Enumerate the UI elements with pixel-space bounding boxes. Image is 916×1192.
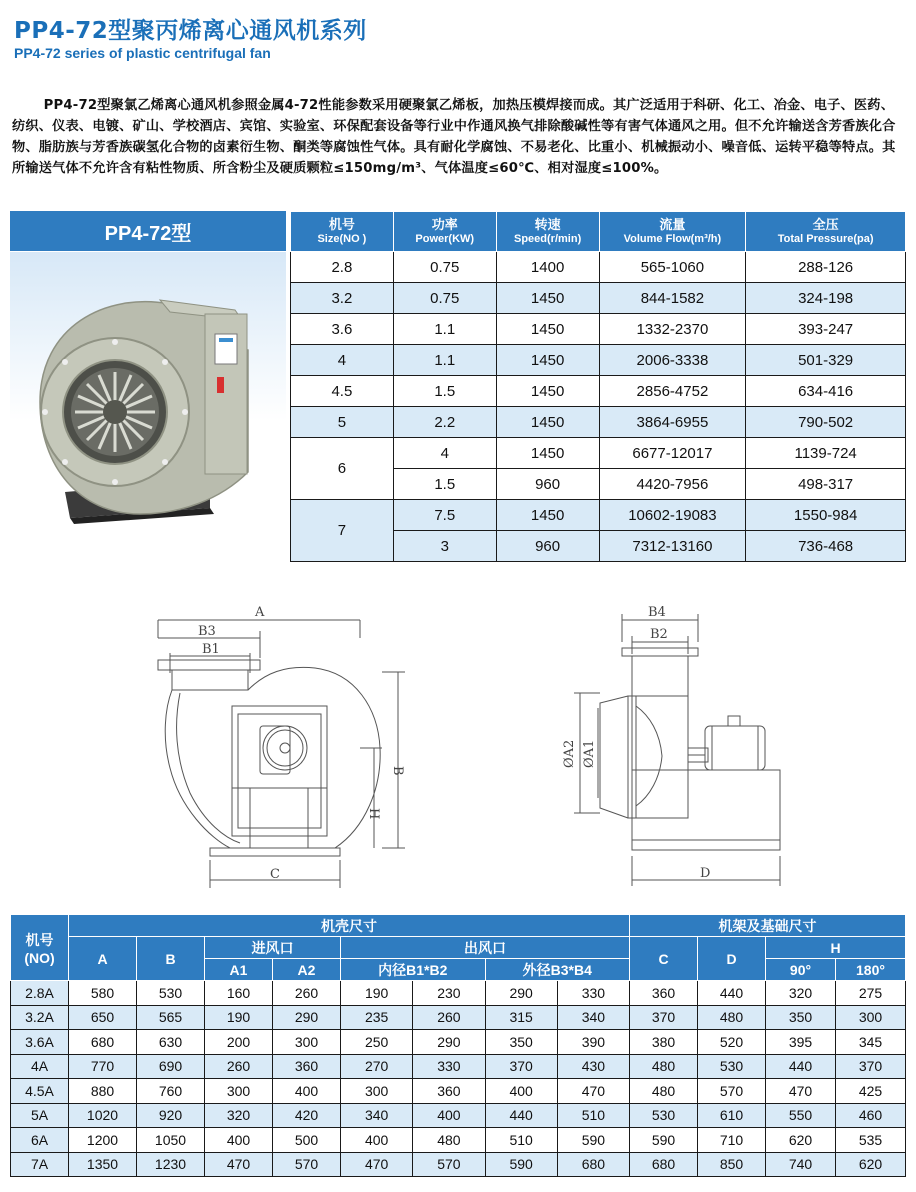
dims-cell: 345 (836, 1030, 906, 1055)
dims-cell: 510 (557, 1103, 629, 1128)
dims-row-no: 3.6A (11, 1030, 69, 1055)
dims-cell: 330 (557, 981, 629, 1006)
dims-cell: 880 (69, 1079, 137, 1104)
dims-header-outer: 外径B3*B4 (485, 959, 630, 981)
dims-cell: 400 (205, 1128, 273, 1153)
dims-cell: 160 (205, 981, 273, 1006)
dims-header-casing: 机壳尺寸 (69, 915, 630, 937)
dims-cell: 290 (273, 1005, 341, 1030)
spec-header-speed: 转速 Speed(r/min) (496, 212, 599, 252)
dims-cell: 690 (137, 1054, 205, 1079)
spec-size: 3.6 (291, 314, 394, 345)
dims-row-no: 4A (11, 1054, 69, 1079)
dim-label-c: C (270, 867, 280, 882)
dims-cell: 350 (766, 1005, 836, 1030)
spec-speed: 1450 (496, 314, 599, 345)
dims-cell: 530 (630, 1103, 698, 1128)
dims-cell: 520 (698, 1030, 766, 1055)
spec-speed: 960 (496, 469, 599, 500)
spec-table (290, 211, 906, 562)
dims-cell: 190 (205, 1005, 273, 1030)
dims-cell: 590 (630, 1128, 698, 1153)
dims-header-inlet: 进风口 (205, 937, 341, 959)
spec-flow: 2006-3338 (599, 345, 746, 376)
dims-cell: 630 (137, 1030, 205, 1055)
dims-cell: 400 (413, 1103, 485, 1128)
dims-cell: 565 (137, 1005, 205, 1030)
spec-power: 0.75 (393, 283, 496, 314)
dims-row-no: 3.2A (11, 1005, 69, 1030)
dims-cell: 235 (341, 1005, 413, 1030)
dims-cell: 395 (766, 1030, 836, 1055)
model-label: PP4-72型 (10, 211, 286, 251)
dims-cell: 300 (205, 1079, 273, 1104)
dim-label-a: A (255, 605, 265, 620)
dims-cell: 470 (557, 1079, 629, 1104)
dims-cell: 570 (413, 1152, 485, 1177)
dims-cell: 510 (485, 1128, 557, 1153)
dims-row-no: 6A (11, 1128, 69, 1153)
dims-cell: 580 (69, 981, 137, 1006)
fan-product-image (10, 252, 286, 560)
dims-cell: 1020 (69, 1103, 137, 1128)
dim-label-a1: ØA1 (582, 739, 597, 768)
spec-flow: 4420-7956 (599, 469, 746, 500)
spec-speed: 1450 (496, 407, 599, 438)
spec-power: 7.5 (393, 500, 496, 531)
dims-header-d: D (698, 937, 766, 981)
dims-cell: 570 (698, 1079, 766, 1104)
dims-cell: 360 (413, 1079, 485, 1104)
dims-cell: 460 (836, 1103, 906, 1128)
dims-cell: 550 (766, 1103, 836, 1128)
dims-row (11, 1030, 906, 1055)
dims-cell: 760 (137, 1079, 205, 1104)
spec-power: 2.2 (393, 407, 496, 438)
dims-header-row-2 (11, 937, 906, 959)
dims-cell: 370 (485, 1054, 557, 1079)
dims-cell: 440 (485, 1103, 557, 1128)
dims-cell: 480 (630, 1079, 698, 1104)
spec-header-pressure: 全压 Total Pressure(pa) (746, 212, 906, 252)
intro-paragraph: PP4-72型聚氯乙烯离心通风机参照金属4-72性能参数采用硬聚氯乙烯板，加热压模焊接而成。其广泛适用于科研、化工、冶金、电子、医药、纺织、仪表、电镀、矿山、学校酒店、宾馆、实验室、环保配套设备等行业中作通风换气排除酸碱性等有害气体通风之用。但不允许输送含芳香族化合物、脂肪族与芳香族碳氢化合物的卤素衍生物、酮类等腐蚀性气体。具有耐化学腐蚀、不易老化、比重小、机械振动小、噪音低、运转平稳等特点。其所输送气体不允许含有粘性物质、所含粉尘及硬质颗粒≤150mg/m³、气体温度≤60℃、相对湿度≤100%。 (12, 98, 896, 176)
dims-cell: 270 (341, 1054, 413, 1079)
dims-cell: 530 (137, 981, 205, 1006)
dims-cell: 400 (485, 1079, 557, 1104)
dims-cell: 480 (630, 1054, 698, 1079)
dims-cell: 300 (273, 1030, 341, 1055)
spec-speed: 1450 (496, 345, 599, 376)
spec-size: 4 (291, 345, 394, 376)
spec-header-flow: 流量 Volume Flow(m³/h) (599, 212, 746, 252)
dims-cell: 680 (557, 1152, 629, 1177)
dims-cell: 740 (766, 1152, 836, 1177)
dims-cell: 200 (205, 1030, 273, 1055)
dims-cell: 340 (341, 1103, 413, 1128)
dims-cell: 680 (630, 1152, 698, 1177)
spec-power: 1.5 (393, 469, 496, 500)
spec-power: 3 (393, 531, 496, 562)
dims-cell: 1200 (69, 1128, 137, 1153)
dims-cell: 480 (698, 1005, 766, 1030)
dims-cell: 390 (557, 1030, 629, 1055)
spec-power: 1.1 (393, 345, 496, 376)
dims-row-no: 2.8A (11, 981, 69, 1006)
spec-power: 1.5 (393, 376, 496, 407)
dims-cell: 370 (836, 1054, 906, 1079)
dims-cell: 1050 (137, 1128, 205, 1153)
dims-header-outlet: 出风口 (341, 937, 630, 959)
dims-cell: 190 (341, 981, 413, 1006)
dim-label-b: B (390, 766, 405, 776)
dims-header-no: 机号 (NO) (11, 915, 69, 981)
dims-cell: 530 (698, 1054, 766, 1079)
dims-row (11, 1079, 906, 1104)
dims-header-90: 90° (766, 959, 836, 981)
dim-label-b1: B1 (202, 642, 220, 657)
spec-pressure: 288-126 (746, 252, 906, 283)
front-view-drawing (150, 598, 420, 898)
spec-speed: 1400 (496, 252, 599, 283)
dims-cell: 500 (273, 1128, 341, 1153)
dims-header-b: B (137, 937, 205, 981)
spec-speed: 1450 (496, 438, 599, 469)
spec-speed: 1450 (496, 283, 599, 314)
spec-size: 4.5 (291, 376, 394, 407)
dims-row (11, 1054, 906, 1079)
spec-size: 5 (291, 407, 394, 438)
dims-cell: 920 (137, 1103, 205, 1128)
dims-row-no: 4.5A (11, 1079, 69, 1104)
dims-cell: 1230 (137, 1152, 205, 1177)
spec-row (291, 376, 906, 407)
spec-flow: 1332-2370 (599, 314, 746, 345)
dims-header-frame: 机架及基础尺寸 (630, 915, 906, 937)
page-subtitle: PP4-72 series of plastic centrifugal fan (14, 45, 271, 61)
dims-row-no: 5A (11, 1103, 69, 1128)
dims-cell: 470 (341, 1152, 413, 1177)
dims-cell: 590 (557, 1128, 629, 1153)
dims-header-row-1 (11, 915, 906, 937)
spec-flow: 2856-4752 (599, 376, 746, 407)
dims-cell: 430 (557, 1054, 629, 1079)
dims-row (11, 1152, 906, 1177)
dims-cell: 275 (836, 981, 906, 1006)
dims-cell: 850 (698, 1152, 766, 1177)
dims-cell: 370 (630, 1005, 698, 1030)
dims-cell: 440 (766, 1054, 836, 1079)
spec-row (291, 314, 906, 345)
dims-cell: 680 (69, 1030, 137, 1055)
dims-header-c: C (630, 937, 698, 981)
spec-flow: 565-1060 (599, 252, 746, 283)
dims-cell: 360 (273, 1054, 341, 1079)
dims-cell: 360 (630, 981, 698, 1006)
dim-label-b2: B2 (650, 627, 668, 642)
spec-flow: 844-1582 (599, 283, 746, 314)
spec-size: 2.8 (291, 252, 394, 283)
dims-cell: 470 (766, 1079, 836, 1104)
dims-header-a: A (69, 937, 137, 981)
spec-pressure: 1139-724 (746, 438, 906, 469)
spec-flow: 10602-19083 (599, 500, 746, 531)
spec-row (291, 407, 906, 438)
dims-row-no: 7A (11, 1152, 69, 1177)
side-view-drawing (560, 598, 800, 898)
spec-speed: 1450 (496, 376, 599, 407)
spec-header-row (291, 212, 906, 252)
dims-cell: 590 (485, 1152, 557, 1177)
dims-header-inner: 内径B1*B2 (341, 959, 486, 981)
spec-pressure: 324-198 (746, 283, 906, 314)
dims-row (11, 1103, 906, 1128)
spec-size: 6 (291, 438, 394, 500)
dim-label-b3: B3 (198, 624, 216, 639)
dims-cell: 290 (413, 1030, 485, 1055)
dims-header-a1: A1 (205, 959, 273, 981)
dims-cell: 610 (698, 1103, 766, 1128)
fan-illustration (10, 252, 286, 560)
dims-cell: 535 (836, 1128, 906, 1153)
spec-flow: 7312-13160 (599, 531, 746, 562)
dims-header-a2: A2 (273, 959, 341, 981)
dims-cell: 425 (836, 1079, 906, 1104)
dims-cell: 250 (341, 1030, 413, 1055)
dims-cell: 1350 (69, 1152, 137, 1177)
dims-cell: 440 (698, 981, 766, 1006)
dims-cell: 290 (485, 981, 557, 1006)
spec-speed: 960 (496, 531, 599, 562)
spec-flow: 3864-6955 (599, 407, 746, 438)
spec-header-power: 功率 Power(KW) (393, 212, 496, 252)
dims-cell: 650 (69, 1005, 137, 1030)
spec-power: 0.75 (393, 252, 496, 283)
spec-flow: 6677-12017 (599, 438, 746, 469)
dims-header-h: H (766, 937, 906, 959)
dims-header-180: 180° (836, 959, 906, 981)
spec-row (291, 252, 906, 283)
dim-label-h: H (366, 808, 381, 820)
dims-cell: 620 (836, 1152, 906, 1177)
spec-header-size: 机号 Size(NO ) (291, 212, 394, 252)
dims-row (11, 1005, 906, 1030)
dims-cell: 315 (485, 1005, 557, 1030)
spec-pressure: 790-502 (746, 407, 906, 438)
dims-body (11, 981, 906, 1177)
dims-cell: 260 (273, 981, 341, 1006)
dims-cell: 320 (205, 1103, 273, 1128)
spec-row (291, 345, 906, 376)
dims-row (11, 981, 906, 1006)
dims-cell: 260 (205, 1054, 273, 1079)
dims-cell: 320 (766, 981, 836, 1006)
dims-cell: 330 (413, 1054, 485, 1079)
spec-power: 4 (393, 438, 496, 469)
dims-cell: 300 (836, 1005, 906, 1030)
dims-cell: 400 (273, 1079, 341, 1104)
dims-cell: 380 (630, 1030, 698, 1055)
spec-pressure: 634-416 (746, 376, 906, 407)
spec-size: 7 (291, 500, 394, 562)
spec-pressure: 1550-984 (746, 500, 906, 531)
spec-row (291, 283, 906, 314)
dimensions-table (10, 914, 906, 1177)
dims-cell: 400 (341, 1128, 413, 1153)
spec-pressure: 736-468 (746, 531, 906, 562)
spec-row (291, 500, 906, 531)
dims-row (11, 1128, 906, 1153)
spec-size: 3.2 (291, 283, 394, 314)
dims-cell: 300 (341, 1079, 413, 1104)
dims-cell: 340 (557, 1005, 629, 1030)
spec-speed: 1450 (496, 500, 599, 531)
dims-cell: 470 (205, 1152, 273, 1177)
dim-label-b4: B4 (648, 605, 666, 620)
page-title: PP4-72型聚丙烯离心通风机系列 (14, 18, 367, 44)
dims-cell: 770 (69, 1054, 137, 1079)
dims-cell: 230 (413, 981, 485, 1006)
dims-cell: 480 (413, 1128, 485, 1153)
spec-pressure: 501-329 (746, 345, 906, 376)
dims-cell: 710 (698, 1128, 766, 1153)
dims-cell: 350 (485, 1030, 557, 1055)
spec-power: 1.1 (393, 314, 496, 345)
dim-label-d: D (700, 866, 711, 881)
spec-pressure: 498-317 (746, 469, 906, 500)
spec-pressure: 393-247 (746, 314, 906, 345)
spec-row (291, 438, 906, 469)
dims-cell: 260 (413, 1005, 485, 1030)
dims-cell: 620 (766, 1128, 836, 1153)
dims-cell: 570 (273, 1152, 341, 1177)
dims-cell: 420 (273, 1103, 341, 1128)
dim-label-a2: ØA2 (562, 739, 577, 768)
